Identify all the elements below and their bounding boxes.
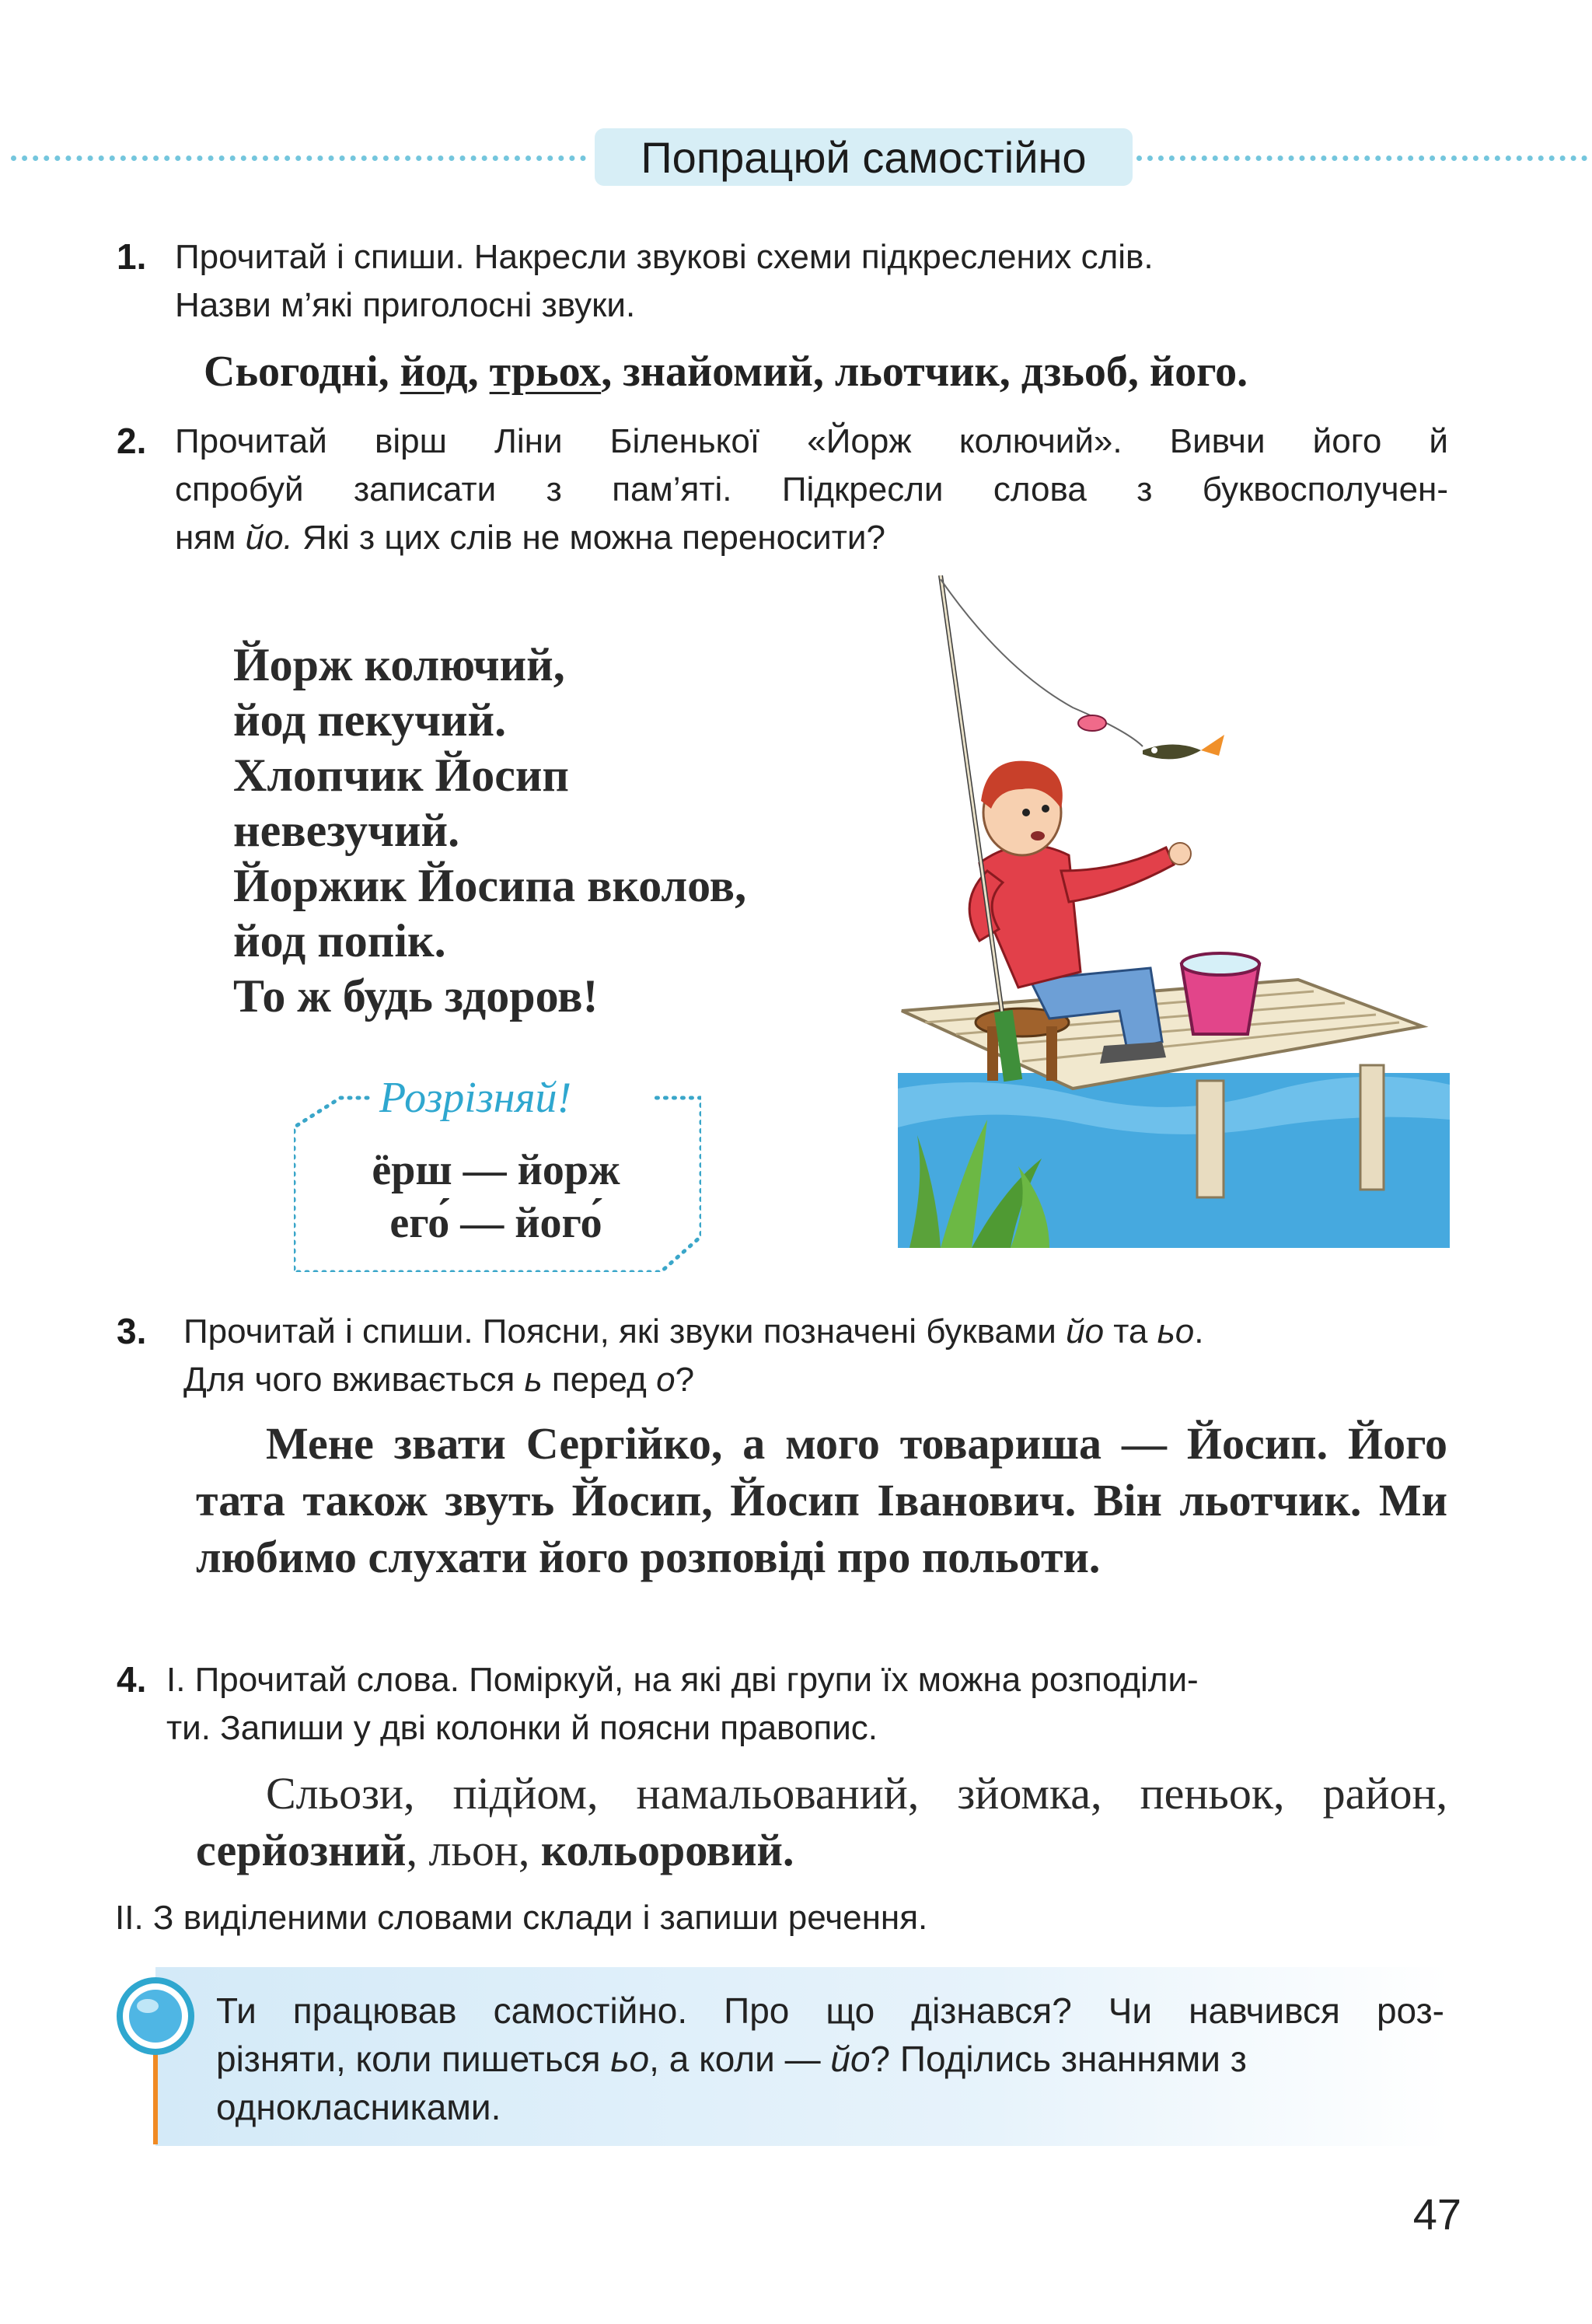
header-dots-left: [11, 156, 586, 169]
task-1-line-2: Назви м’які приголосні звуки.: [175, 286, 636, 324]
summary-line-2: [216, 2035, 1444, 2083]
page-title: Попрацюй самостійно: [641, 133, 1087, 182]
task-3-text: та: [1104, 1312, 1157, 1351]
task-2-line-1: Прочитай вірш Ліни Біленької «Йорж колючий». Вивчи його й: [175, 422, 1448, 460]
task-3-text: ?: [675, 1361, 695, 1399]
task-4-words: [196, 1765, 1447, 1878]
note-row-2: его́ — його́: [389, 1199, 602, 1247]
task-2-line-2: спробуй записати з пам’яті. Підкресли слова з буквосполучен-: [175, 470, 1448, 508]
page-number: 47: [1412, 2189, 1461, 2238]
poem-line: То ж будь здоров!: [233, 970, 599, 1022]
summary-text-part: ? Поділись знаннями з: [870, 2039, 1247, 2079]
task-4-words-plain: , льон,: [406, 1825, 541, 1875]
poem: [233, 638, 871, 1024]
task-2-line-3: [175, 514, 1448, 562]
word-punct-2: ,: [601, 348, 613, 396]
task-4-words-plain: Сльози, підйом, намальований, зйомка, пеньок, район,: [266, 1768, 1447, 1819]
note-row-1: ёрш — йорж: [372, 1146, 620, 1194]
task-3-italic: ь: [524, 1361, 543, 1399]
task-4-word-bold: серйозний: [196, 1825, 407, 1875]
poem-line: Йоржик Йосипа вколов,: [233, 860, 747, 911]
boy-fishing-illustration: [894, 575, 1454, 1252]
summary-italic: ьо: [610, 2039, 650, 2079]
task-3-instruction: [183, 1308, 1451, 1404]
summary-text-part: , а коли —: [649, 2039, 831, 2079]
task-3-text-block: Мене звати Сергійко, а мого товариша — Йосип. Його тата також звуть Йосип, Йосип Іванович. Він льотчик. Ми любимо слухати його розповіді про польоти.: [196, 1418, 1447, 1582]
task-2-line-3-italic: йо.: [245, 519, 293, 557]
task-2-line-3-a: ням: [175, 519, 246, 557]
words-rest: знайомий, льотчик, дзьоб, його.: [623, 348, 1248, 396]
task-4-word-bold: кольоровий.: [540, 1825, 794, 1875]
task-3-italic: йо: [1066, 1312, 1105, 1351]
task-3-italic: о: [656, 1361, 676, 1399]
poem-line: Хлопчик Йосип: [233, 750, 569, 801]
task-2-number: 2.: [117, 421, 147, 461]
word-underlined-2: трьох: [489, 348, 602, 396]
distinguish-note: [294, 1073, 701, 1272]
summary-bullet-icon: [113, 1973, 198, 2144]
task-4-number: 4.: [117, 1659, 147, 1700]
task-1-words: [204, 342, 1479, 401]
summary-italic: йо: [830, 2039, 871, 2079]
summary-text-part: різняти, коли пишеться: [216, 2039, 611, 2079]
word-underlined-1: йод: [400, 348, 468, 396]
note-title: Розрізняй!: [379, 1074, 572, 1122]
task-2-line-3-c: Які з цих слів не можна переносити?: [292, 519, 885, 557]
task-1-instruction: [175, 233, 1458, 330]
task-3-text: Для чого вживається: [183, 1361, 525, 1399]
poem-line: невезучий.: [233, 805, 460, 856]
task-3-line-1: [183, 1308, 1451, 1356]
summary-text: [216, 1987, 1444, 2131]
poem-line: йод попік.: [233, 915, 446, 966]
task-3-line-2: [183, 1356, 1451, 1404]
task-4-part-2: ІІ. З виділеними словами склади і запиши речення.: [115, 1899, 928, 1937]
task-4-line-2: ти. Запиши у дві колонки й поясни правопис.: [166, 1709, 878, 1747]
word-1: Сьогодні,: [204, 348, 389, 396]
task-3-text: перед: [542, 1361, 657, 1399]
task-3-text: Прочитай і спиши. Поясни, які звуки позначені буквами: [183, 1312, 1067, 1351]
task-4-line-1: І. Прочитай слова. Поміркуй, на які дві групи їх можна розподіли-: [166, 1661, 1199, 1699]
poem-line: йод пекучий.: [233, 694, 507, 746]
summary-line-3: однокласниками.: [216, 2087, 501, 2127]
summary-line-1: Ти працював самостійно. Про що дізнався? Чи навчився роз-: [216, 1990, 1444, 2031]
task-3-text: .: [1194, 1312, 1204, 1351]
task-3-italic: ьо: [1157, 1312, 1195, 1351]
task-2-instruction: [175, 418, 1448, 562]
header-dots-right: [1136, 156, 1587, 169]
task-1-line-1: Прочитай і спиши. Накресли звукові схеми підкреслених слів.: [175, 238, 1154, 276]
task-1-number: 1.: [117, 236, 147, 277]
task-3-number: 3.: [117, 1311, 147, 1351]
task-4-instruction: [166, 1656, 1449, 1753]
poem-line: Йорж колючий,: [233, 639, 565, 690]
word-punct-1: ,: [467, 348, 479, 396]
